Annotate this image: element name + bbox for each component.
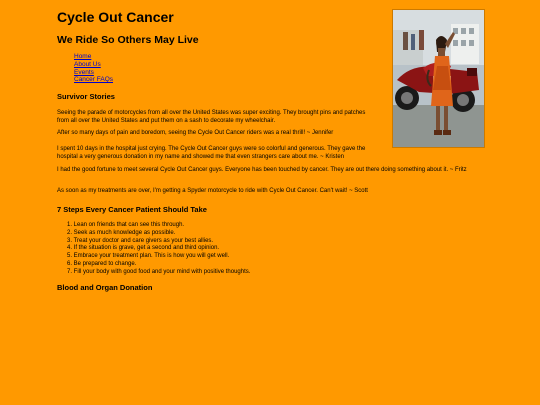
- list-item: 4. If the situation is grave, get a second and third opinion.: [67, 245, 220, 252]
- nav-item-events: [74, 69, 113, 77]
- story-paragraph: I spent 10 days in the hospital just crying. The Cycle Out Cancer guys were so colorful and generous. They gave the hospital a very generous donation in my name and showed me that even strangers care about me. ~ Kristen: [57, 146, 366, 160]
- list-item: 5. Embrace your treatment plan. This is how you will get well.: [67, 253, 230, 260]
- story-paragraph: After so many days of pain and boredom, seeing the Cycle Out Cancer riders was a real thrill! ~ Jennifer: [57, 130, 334, 136]
- story-paragraph: As soon as my treatments are over, I'm getting a Spyder motorcycle to ride with Cycle Out Cancer. Can't wait! ~ Scott: [57, 188, 368, 194]
- list-item: 6. Be prepared to change.: [67, 260, 137, 267]
- nav-link-about[interactable]: About Us: [74, 60, 101, 68]
- nav-link-home[interactable]: Home: [74, 53, 92, 60]
- story-paragraph: Seeing the parade of motorcycles from all over the United States was super exciting. They brought pins and patches from all over the United States and put them on a sash to decorate my wheelchair.: [57, 110, 366, 124]
- rider-photo: [392, 9, 485, 148]
- steps-heading: 7 Steps Every Cancer Patient Should Take: [57, 205, 207, 214]
- nav-item-faqs: [74, 76, 113, 84]
- list-item: 3. Treat your doctor and care givers as your best allies.: [67, 237, 214, 244]
- nav-link-faqs[interactable]: Cancer FAQs: [74, 76, 114, 84]
- nav-item-home: [74, 53, 113, 61]
- nav-list: [74, 53, 113, 84]
- site-tagline: We Ride So Others May Live: [57, 34, 199, 46]
- nav-item-about: [74, 61, 113, 69]
- list-item: 1. Lean on friends that can see this through.: [67, 222, 185, 228]
- story-paragraph: I had the good fortune to meet several Cycle Out Cancer guys. Everyone has been touched by cancer. They are out there doing something about it. ~ Fritz: [57, 167, 467, 173]
- list-item: 2. Seek as much knowledge as possible.: [67, 229, 176, 236]
- survivor-heading: Survivor Stories: [57, 92, 115, 101]
- steps-list: [67, 222, 250, 277]
- site-title: Cycle Out Cancer: [57, 9, 174, 25]
- donation-heading: Blood and Organ Donation: [57, 283, 153, 292]
- list-item: 7. Fill your body with good food and your mind with positive thoughts.: [67, 268, 251, 275]
- nav-link-events[interactable]: Events: [74, 68, 94, 76]
